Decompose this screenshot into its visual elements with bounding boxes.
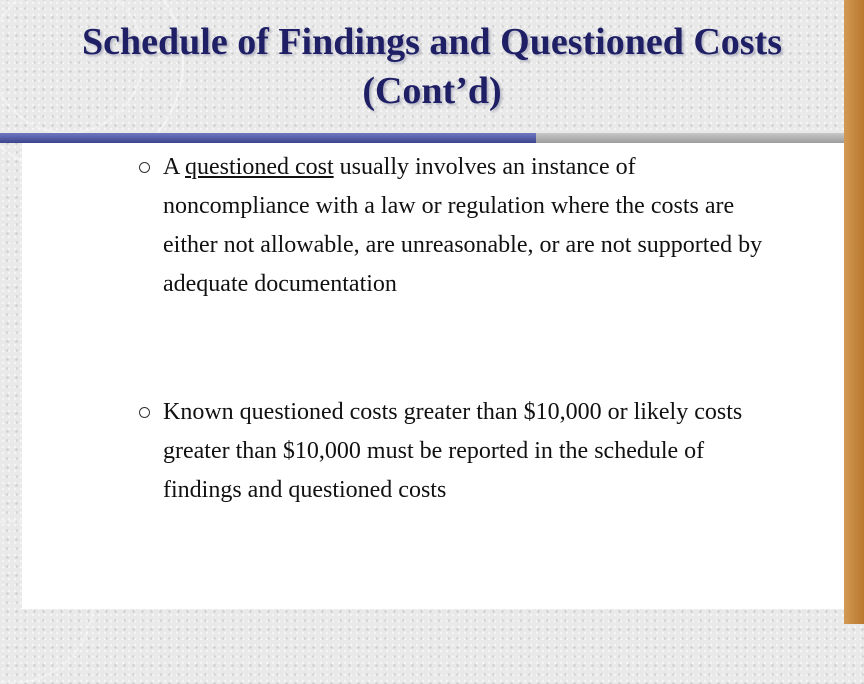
bullet-circle-icon xyxy=(139,407,150,418)
bullet-1-underlined-term: questioned cost xyxy=(185,154,334,180)
title-line-2: (Cont’d) xyxy=(362,70,502,112)
bullet-1-text-post: usually involves an instance of noncompliance with a law or regulation where the costs are either not allowable, are unreasonable, or are not supported by adequate documentation xyxy=(163,154,763,297)
bullet-circle-icon xyxy=(139,162,150,173)
title-line-1: Schedule of Findings and Questioned Costs xyxy=(82,21,782,63)
slide-title xyxy=(0,18,864,116)
bullet-2-text: Known questioned costs greater than $10,000 or likely costs greater than $10,000 must be reported in the schedule of findings and questioned costs xyxy=(163,399,743,503)
bullet-1-text-pre: A xyxy=(163,154,186,180)
side-accent-bar xyxy=(844,0,864,624)
bullet-item-1 xyxy=(163,148,783,304)
title-rule-gray xyxy=(536,133,844,143)
title-rule-blue xyxy=(0,133,536,143)
bullet-item-2 xyxy=(163,393,783,510)
